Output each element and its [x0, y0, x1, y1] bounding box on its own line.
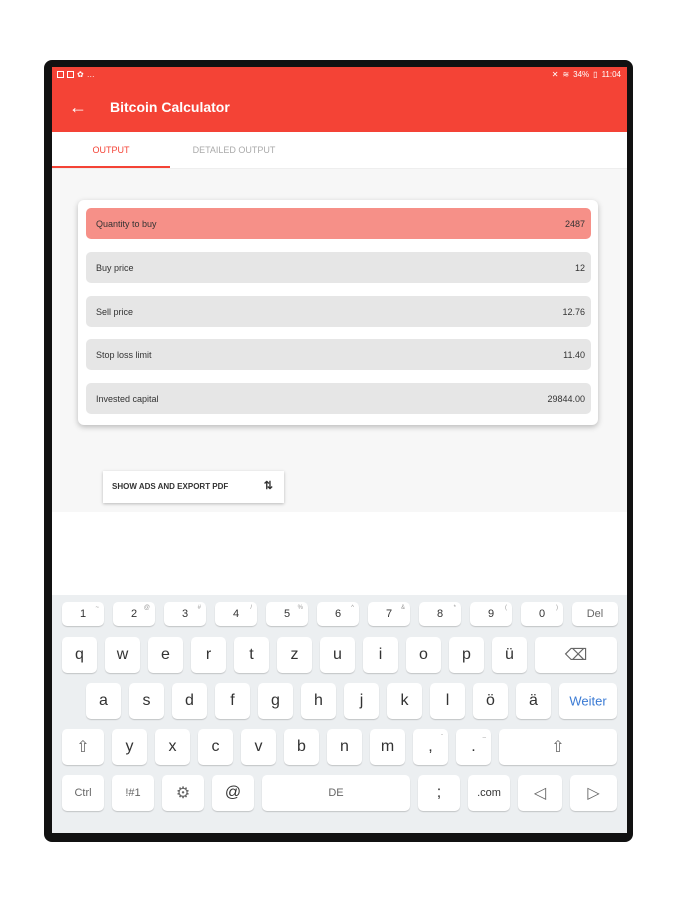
battery-icon: ▯ — [593, 70, 598, 79]
key-7[interactable]: 7 & — [368, 602, 410, 626]
key-y[interactable]: y — [112, 729, 147, 765]
space-key[interactable]: DE — [262, 775, 410, 811]
backspace-icon: ⌫ — [564, 647, 588, 664]
wifi-icon: ≋ — [562, 70, 570, 79]
key-d[interactable]: d — [172, 683, 207, 719]
backspace-key[interactable] — [535, 637, 617, 673]
key-i[interactable]: i — [363, 637, 398, 673]
back-arrow-icon[interactable]: ← — [69, 97, 87, 117]
dotcom-key[interactable]: .com — [468, 775, 510, 811]
tab-output[interactable]: OUTPUT — [52, 132, 170, 168]
key-c[interactable]: c — [198, 729, 233, 765]
key-1[interactable]: 1 ~ — [62, 602, 104, 626]
key-e[interactable]: e — [148, 637, 183, 673]
result-value: 12 — [574, 263, 585, 273]
key-4[interactable]: 4 / — [215, 602, 257, 626]
key-q[interactable]: q — [62, 637, 97, 673]
key-5[interactable]: 5 % — [266, 602, 308, 626]
key-a[interactable]: a — [86, 683, 121, 719]
at-key[interactable]: @ — [212, 775, 254, 811]
key-2[interactable]: 2 @ — [113, 602, 155, 626]
gear-icon: ⚙ — [175, 785, 191, 802]
battery-percent: 34% — [573, 70, 590, 79]
more-notifications-icon: … — [86, 70, 95, 79]
delete-key[interactable]: Del — [572, 602, 618, 626]
shift-icon: ⇧ — [551, 739, 565, 756]
key-o[interactable]: o — [406, 637, 441, 673]
key-o-umlaut[interactable]: ö — [473, 683, 508, 719]
key-a-umlaut[interactable]: ä — [516, 683, 551, 719]
result-label: Stop loss limit — [96, 350, 152, 360]
semicolon-key[interactable]: ; — [418, 775, 460, 811]
key-s[interactable]: s — [129, 683, 164, 719]
clock: 11:04 — [601, 70, 621, 79]
left-arrow-icon: ◁ — [533, 785, 547, 802]
result-value: 11.40 — [563, 350, 585, 360]
gear-icon: ✿ — [77, 70, 84, 79]
key-b[interactable]: b — [284, 729, 319, 765]
cursor-left-key[interactable] — [518, 775, 562, 811]
onscreen-keyboard — [52, 595, 627, 833]
blank-area — [52, 512, 627, 595]
key-v[interactable]: v — [241, 729, 276, 765]
tab-detailed-output[interactable]: DETAILED OUTPUT — [192, 145, 276, 155]
key-l[interactable]: l — [430, 683, 465, 719]
page-title: Bitcoin Calculator — [110, 99, 230, 115]
result-row-stop-loss-limit — [86, 339, 591, 370]
key-k[interactable]: k — [387, 683, 422, 719]
result-label: Sell price — [96, 307, 134, 317]
result-label: Invested capital — [96, 394, 159, 404]
export-pdf-label: SHOW ADS AND EXPORT PDF — [112, 482, 229, 491]
right-arrow-icon: ▷ — [587, 785, 600, 802]
key-h[interactable]: h — [301, 683, 336, 719]
key-comma[interactable]: , - — [413, 729, 448, 765]
results-card — [78, 200, 598, 425]
result-label: Quantity to buy — [96, 219, 157, 229]
key-p[interactable]: p — [449, 637, 484, 673]
key-f[interactable]: f — [215, 683, 250, 719]
key-g[interactable]: g — [258, 683, 293, 719]
app-bar — [52, 83, 627, 132]
key-z[interactable]: z — [277, 637, 312, 673]
key-x[interactable]: x — [155, 729, 190, 765]
key-u[interactable]: u — [320, 637, 355, 673]
status-bar — [52, 67, 627, 83]
sort-arrows-icon: ⇅ — [263, 480, 273, 492]
result-row-quantity-to-buy — [86, 208, 591, 239]
key-8[interactable]: 8 * — [419, 602, 461, 626]
keyboard-settings-key[interactable] — [162, 775, 204, 811]
key-n[interactable]: n — [327, 729, 362, 765]
key-w[interactable]: w — [105, 637, 140, 673]
flipboard-icon — [67, 71, 74, 78]
key-6[interactable]: 6 ^ — [317, 602, 359, 626]
key-j[interactable]: j — [344, 683, 379, 719]
key-r[interactable]: r — [191, 637, 226, 673]
key-m[interactable]: m — [370, 729, 405, 765]
cursor-right-key[interactable] — [570, 775, 617, 811]
shift-key-right[interactable] — [499, 729, 617, 765]
symbols-key[interactable]: !#1 — [112, 775, 154, 811]
key-u-umlaut[interactable]: ü — [492, 637, 527, 673]
result-row-buy-price — [86, 252, 591, 283]
ctrl-key[interactable]: Ctrl — [62, 775, 104, 811]
next-key[interactable]: Weiter — [559, 683, 617, 719]
result-value: 2487 — [564, 219, 585, 229]
key-3[interactable]: 3 # — [164, 602, 206, 626]
export-pdf-button[interactable] — [103, 471, 284, 503]
result-row-invested-capital — [86, 383, 591, 414]
result-value: 12.76 — [562, 307, 585, 317]
main-content — [52, 169, 627, 512]
key-0[interactable]: 0 ) — [521, 602, 563, 626]
key-period[interactable]: . _ — [456, 729, 491, 765]
result-label: Buy price — [96, 263, 134, 273]
mute-icon: ✕ — [551, 70, 559, 79]
shift-icon: ⇧ — [76, 739, 90, 756]
shift-key-left[interactable] — [62, 729, 104, 765]
tab-bar — [52, 132, 627, 169]
result-value: 29844.00 — [547, 394, 585, 404]
key-t[interactable]: t — [234, 637, 269, 673]
result-row-sell-price — [86, 296, 591, 327]
key-9[interactable]: 9 ( — [470, 602, 512, 626]
app-screen — [52, 67, 627, 833]
notification-icon — [57, 71, 64, 78]
